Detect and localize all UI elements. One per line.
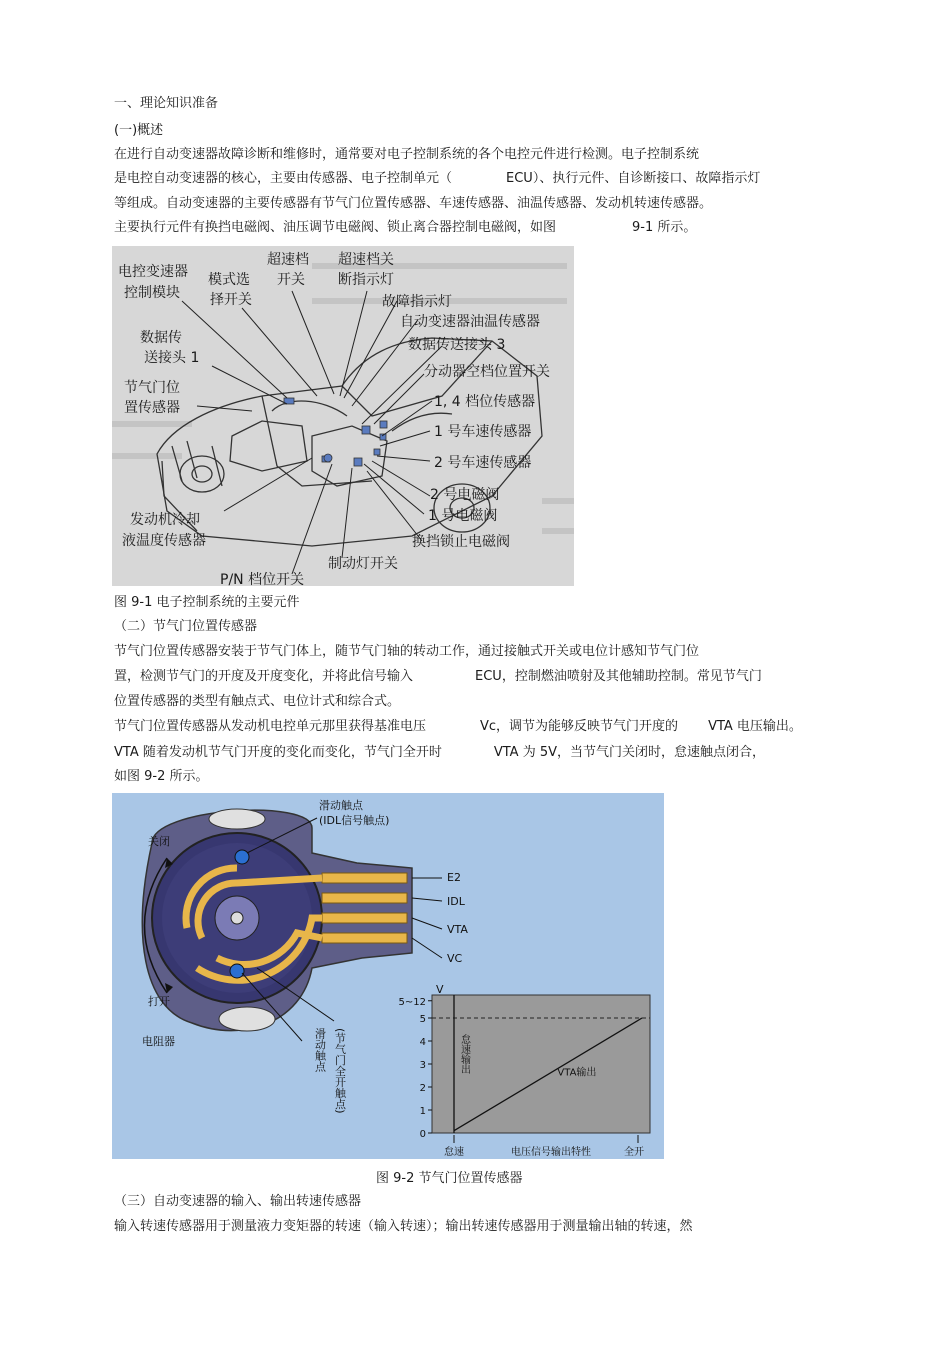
y-tick-label: 5 [419,1014,426,1025]
paragraph-line: 输入转速传感器用于测量液力变矩器的转速（输入转速）；输出转速传感器用于测量输出轴的转速，然 [114,1219,693,1234]
paragraph-line: 在进行自动变速器故障诊断和维修时，通常要对电子控制系统的各个电控元件进行检测。电子控制系统 [114,147,700,162]
x-axis-label: 电压信号输出特性 [511,1147,591,1158]
label-vss2: 2 号车速传感器 [434,455,532,471]
series-label-idle: 怠速输出 [458,1034,470,1075]
label-pn-switch: P/N 档位开关 [220,572,305,586]
label-tps: 置传感器 [124,400,180,416]
figure-caption: 图 9-2 节气门位置传感器 [376,1171,523,1186]
vta-output-chart [399,983,650,1158]
label-slide-contact-vertical: 滑动触点 [313,1028,327,1072]
figure-9-2-throttle-sensor [112,793,664,1159]
label-pin-e2: E2 [447,871,461,884]
label-od-off-lamp: 超速档关 [338,252,394,268]
label-od-switch: 超速档 [267,252,309,268]
label-neutral-switch: 分动器空档位置开关 [424,364,550,380]
paragraph-line: 节气门位置传感器安装于节气门体上，随节气门轴的转动工作，通过接触式开关或电位计感知节气门位 [114,644,700,659]
y-tick-label: 3 [419,1060,426,1071]
label-dlc1: 数据传 [140,330,182,346]
x-axis-label: 怠速 [444,1147,464,1158]
series-label-vta: VTA输出 [557,1067,597,1079]
label-fault-lamp: 故障指示灯 [382,294,452,310]
label-idl-contact: (IDL信号触点) [319,814,390,827]
y-tick-label: 1 [419,1106,426,1117]
label-mode-switch: 模式选 [208,272,250,288]
section-1-title: (一)概述 [114,123,164,138]
label-gear-sensor: 1, 4 档位传感器 [434,394,536,410]
paragraph-line: VTA 随着发动机节气门开度的变化而变化，节气门全开时 VTA 为 5V，当节气门关闭时，怠速触点闭合， [114,745,766,760]
label-dlc3: 数据传送接头 3 [408,337,506,353]
label-oil-temp-sensor: 自动变速器油温传感器 [400,314,540,330]
label-pin-vc: VC [447,952,463,965]
paragraph-line: 置，检测节气门的开度及开度变化，并将此信号输入 ECU，控制燃油喷射及其他辅助控制。常见节气门 [114,669,762,684]
label-od-switch: 开关 [277,272,305,288]
y-axis-label: V [436,983,444,996]
paragraph-line: 等组成。自动变速器的主要传感器有节气门位置传感器、车速传感器、油温传感器、发动机转速传感器。 [114,196,713,211]
label-mode-switch: 择开关 [210,292,252,308]
label-slide-contact: 滑动触点 [319,799,363,812]
heading: 一、理论知识准备 [114,96,219,111]
label-pin-idl: IDL [447,895,465,908]
label-full-open-contact: (节气门全开触点) [333,1028,347,1114]
y-tick-label: 5~12 [398,996,426,1008]
label-vss1: 1 号车速传感器 [434,424,532,440]
figure-caption: 图 9-1 电子控制系统的主要元件 [114,595,300,610]
paragraph-line: 位置传感器的类型有触点式、电位计式和综合式。 [114,694,401,709]
paragraph-line: 主要执行元件有换挡电磁阀、油压调节电磁阀、锁止离合器控制电磁阀，如图 9-1 所示。 [114,220,697,235]
y-tick-label: 0 [419,1129,426,1140]
label-close: 关闭 [148,835,170,848]
label-od-off-lamp: 断指示灯 [338,272,394,288]
label-solenoid-1: 1 号电磁阀 [428,508,498,524]
x-axis-label: 全开 [624,1147,644,1158]
label-open: 打开 [148,995,170,1008]
label-brake-switch: 制动灯开关 [328,556,398,572]
label-coolant-sensor: 液温度传感器 [122,533,206,549]
figure-9-1-car-diagram [112,246,574,586]
label-dlc1: 送接头 1 [144,350,200,366]
label-coolant-sensor: 发动机冷却 [130,512,200,528]
label-ecm: 电控变速器 [118,264,188,280]
label-ecm: 控制模块 [124,285,180,301]
section-3-title: （三）自动变速器的输入、输出转速传感器 [114,1194,362,1209]
label-pin-vta: VTA [447,923,468,936]
label-shift-lock: 换挡锁止电磁阀 [412,534,510,550]
label-solenoid-2: 2 号电磁阀 [430,487,500,503]
paragraph-line: 节气门位置传感器从发动机电控单元那里获得基准电压 Vc，调节为能够反映节气门开度的 VTA 电压输出。 [114,719,802,734]
label-resistor: 电阻器 [142,1035,175,1048]
paragraph-line: 是电控自动变速器的核心，主要由传感器、电子控制单元（ ECU）、执行元件、自诊断接口、故障指示灯 [114,171,761,186]
y-tick-label: 4 [419,1037,426,1048]
y-tick-label: 2 [419,1083,426,1094]
section-2-title: （二）节气门位置传感器 [114,619,258,634]
paragraph-line: 如图 9-2 所示。 [114,769,209,784]
label-tps: 节气门位 [124,380,180,396]
